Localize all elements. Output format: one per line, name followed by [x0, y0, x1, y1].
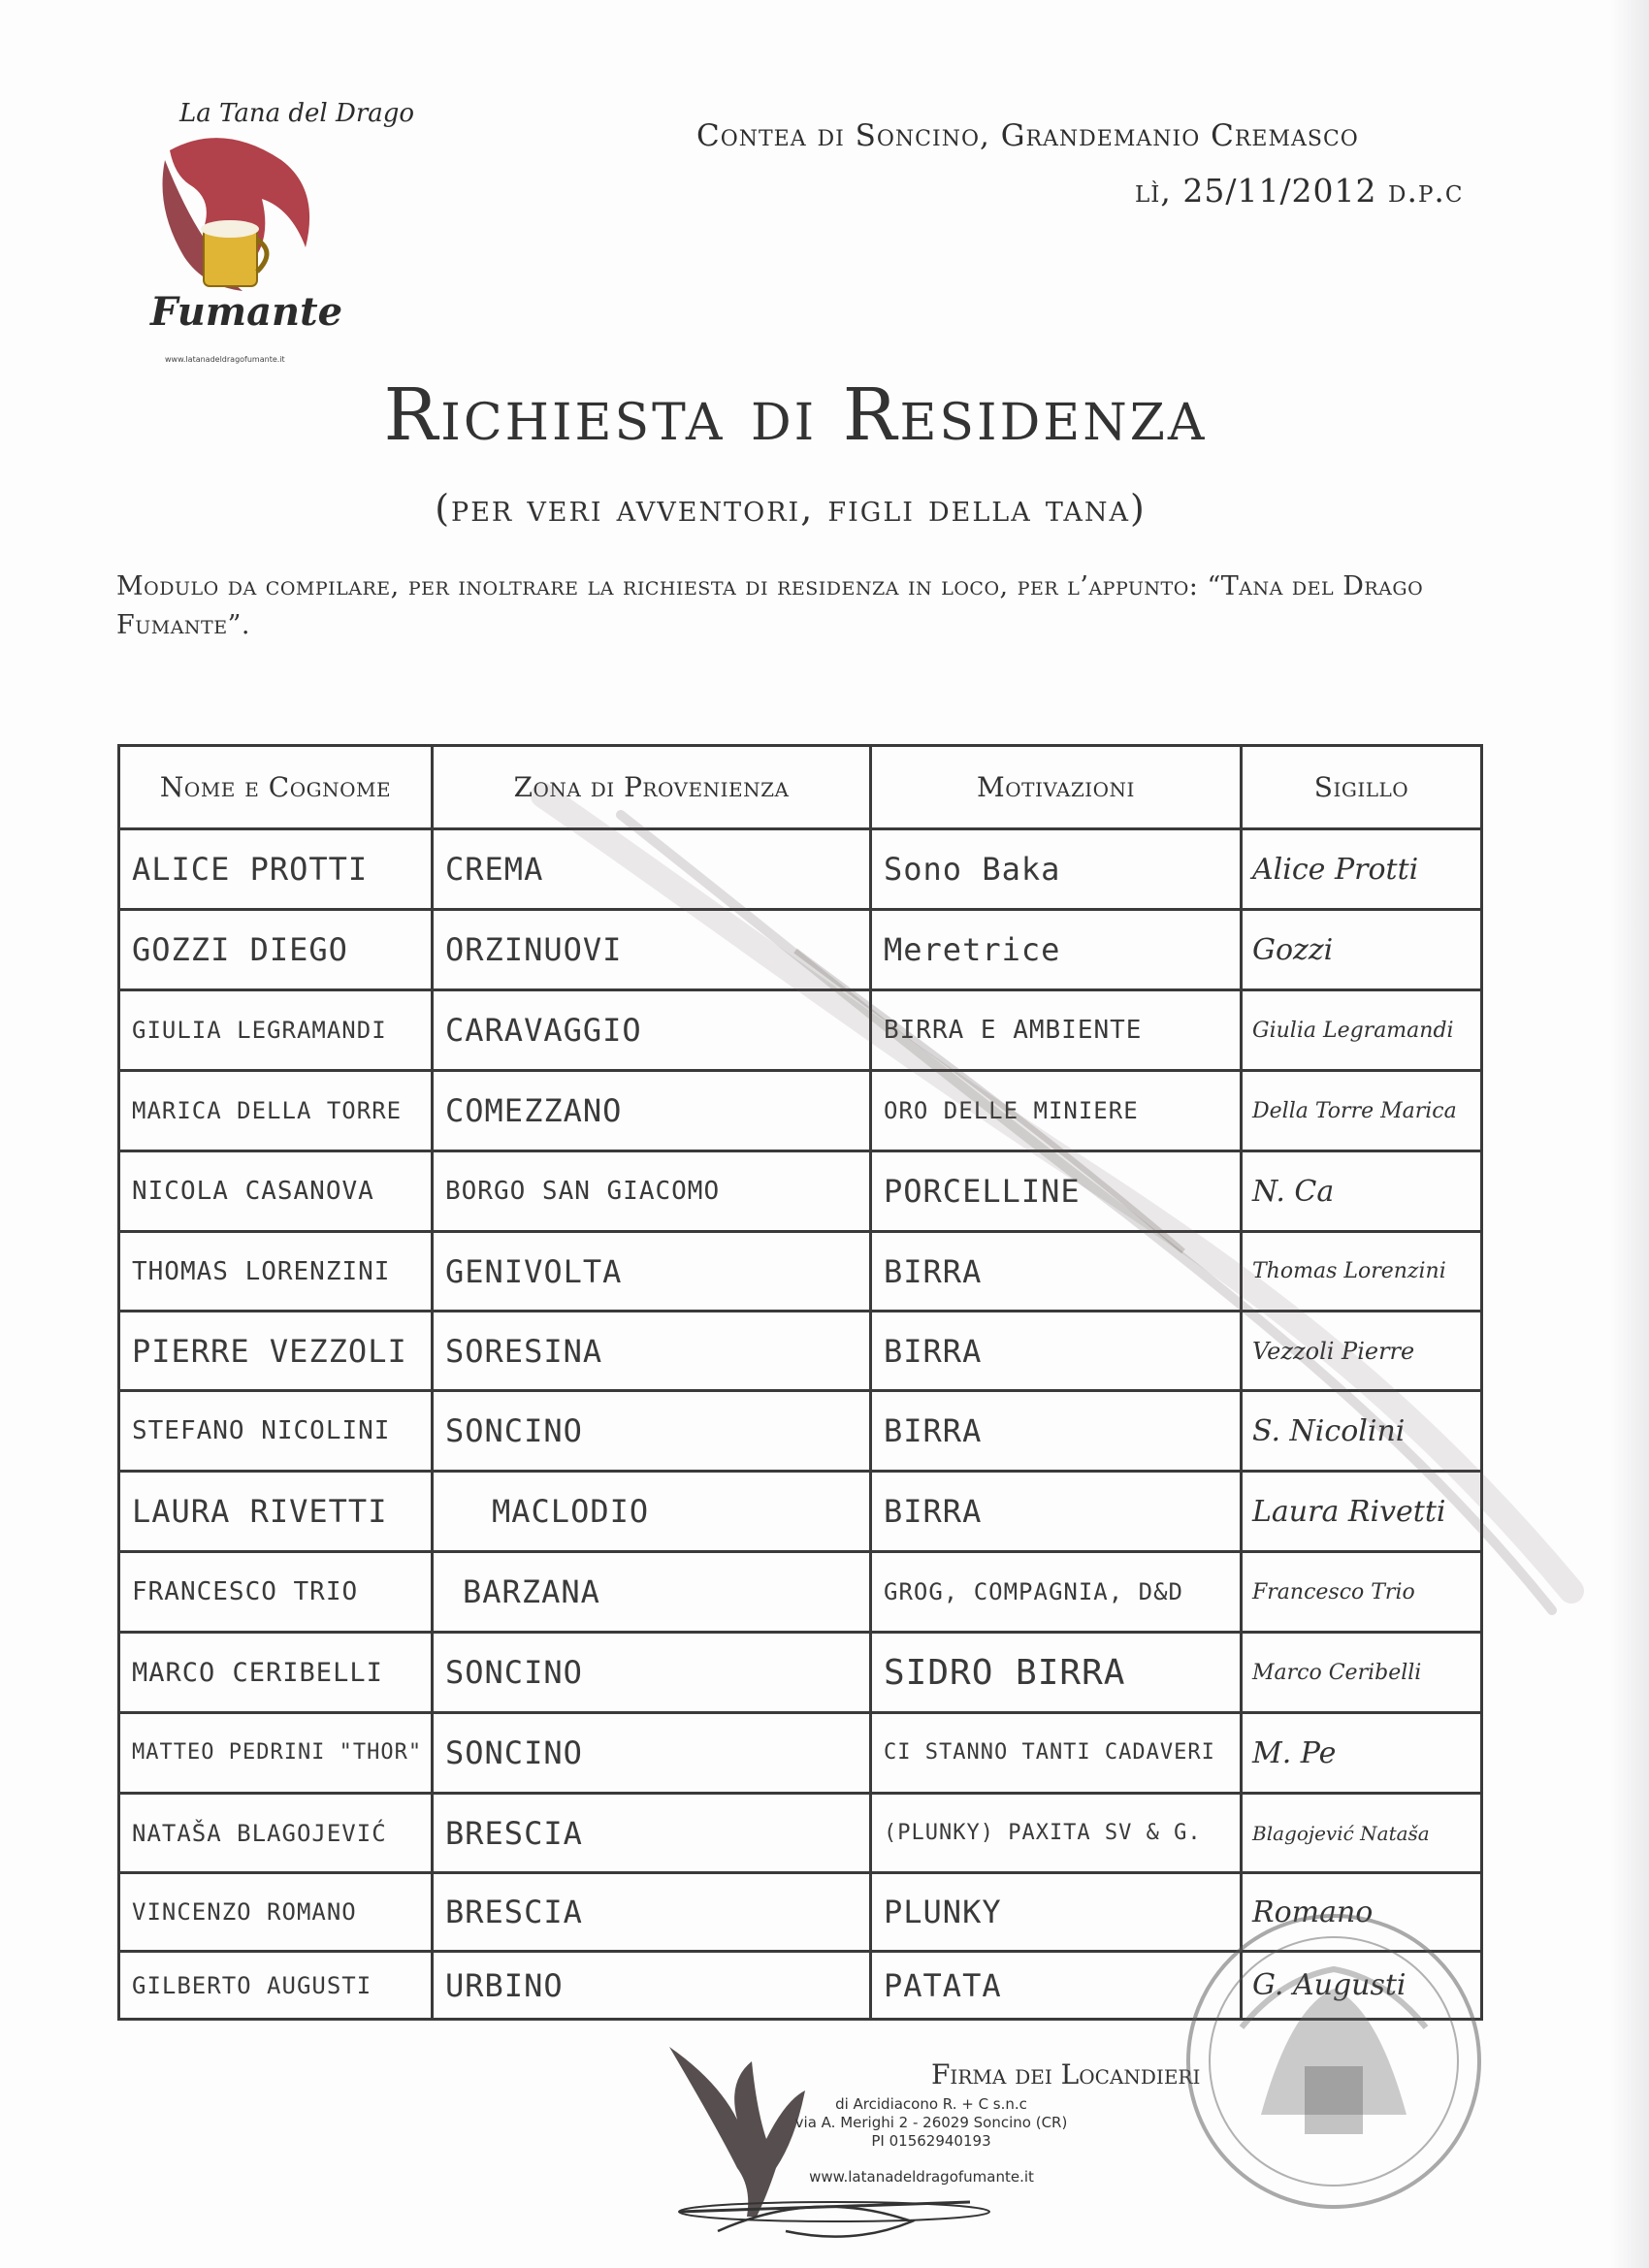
- cell-zona: SONCINO: [434, 1634, 872, 1711]
- cell-sigillo: Alice Protti: [1252, 852, 1419, 887]
- logo-text-bottom: Fumante: [150, 289, 343, 335]
- cell-zona: SONCINO: [434, 1392, 872, 1470]
- cell-sigillo: G. Augusti: [1252, 1968, 1406, 2002]
- table-row: [120, 1473, 1480, 1553]
- cell-zona: URBINO: [434, 1953, 872, 2018]
- table-row: [120, 991, 1480, 1072]
- header-nome: Nome e Cognome: [120, 747, 434, 827]
- cell-zona: MACLODIO: [434, 1473, 872, 1550]
- cell-sigillo: Marco Ceribelli: [1252, 1660, 1422, 1685]
- cell-motivazione: CI STANNO TANTI CADAVERI: [872, 1714, 1243, 1792]
- cell-motivazione: BIRRA: [872, 1233, 1243, 1310]
- cell-sigillo: M. Pe: [1252, 1735, 1337, 1770]
- page-subtitle: (per veri avventori, figli della tana): [435, 487, 1147, 530]
- cell-sigillo: Laura Rivetti: [1252, 1494, 1446, 1529]
- cell-nome: NICOLA CASANOVA: [120, 1152, 434, 1230]
- cell-motivazione: BIRRA: [872, 1473, 1243, 1550]
- table-header-row: [120, 747, 1480, 830]
- cell-sigillo: Della Torre Marica: [1252, 1098, 1457, 1123]
- header-sigillo: Sigillo: [1313, 771, 1409, 803]
- table-row: [120, 1553, 1480, 1634]
- residence-table: [117, 744, 1483, 2021]
- cell-nome: MARICA DELLA TORRE: [120, 1072, 434, 1150]
- form-description: Modulo da compilare, per inoltrare la richiesta di residenza in loco, per l’appunto: “Tana del Drago Fumante”.: [116, 571, 1424, 640]
- cell-zona: SORESINA: [434, 1312, 872, 1389]
- table-row: [120, 1714, 1480, 1795]
- cell-nome: THOMAS LORENZINI: [120, 1233, 434, 1310]
- cell-motivazione: PORCELLINE: [872, 1152, 1243, 1230]
- cell-zona: BORGO SAN GIACOMO: [434, 1152, 872, 1230]
- cell-nome: VINCENZO ROMANO: [120, 1874, 434, 1950]
- cell-motivazione: PLUNKY: [872, 1874, 1243, 1950]
- cell-nome: LAURA RIVETTI: [120, 1473, 434, 1550]
- footer-company-info: [786, 2095, 1077, 2151]
- page-title: Richiesta di Residenza: [383, 373, 1208, 457]
- header-motivazioni: Motivazioni: [872, 747, 1243, 827]
- cell-motivazione: BIRRA: [872, 1312, 1243, 1389]
- table-row: [120, 1795, 1480, 1874]
- cell-motivazione: BIRRA E AMBIENTE: [872, 991, 1243, 1069]
- cell-nome: FRANCESCO TRIO: [120, 1553, 434, 1631]
- cell-nome: PIERRE VEZZOLI: [120, 1312, 434, 1389]
- cell-zona: GENIVOLTA: [434, 1233, 872, 1310]
- cell-sigillo: Romano: [1252, 1895, 1374, 1929]
- table-row: [120, 1392, 1480, 1473]
- cell-motivazione: GROG, COMPAGNIA, D&D: [872, 1553, 1243, 1631]
- cell-zona: BARZANA: [434, 1553, 872, 1631]
- header-place: Contea di Soncino, Grandemanio Cremasco: [696, 118, 1359, 153]
- company-line: di Arcidiacono R. + C s.n.c: [835, 2095, 1027, 2113]
- cell-nome: GILBERTO AUGUSTI: [120, 1953, 434, 2018]
- cell-sigillo: Blagojević Nataša: [1252, 1821, 1430, 1845]
- cell-nome: MARCO CERIBELLI: [120, 1634, 434, 1711]
- header-zona: Zona di Provenienza: [434, 747, 872, 827]
- table-row: [120, 1072, 1480, 1152]
- cell-zona: COMEZZANO: [434, 1072, 872, 1150]
- cell-motivazione: SIDRO BIRRA: [872, 1634, 1243, 1711]
- company-line: via A. Merighi 2 - 26029 Soncino (CR): [794, 2114, 1068, 2131]
- footer-url: www.latanadeldragofumante.it: [809, 2168, 1034, 2186]
- logo-text-top: La Tana del Drago: [179, 99, 415, 128]
- cell-sigillo: N. Ca: [1252, 1174, 1335, 1209]
- header-date: lì, 25/11/2012 d.p.c: [1135, 172, 1464, 210]
- cell-motivazione: ORO DELLE MINIERE: [872, 1072, 1243, 1150]
- wax-seal-stamp: [1174, 1901, 1494, 2221]
- cell-sigillo: Thomas Lorenzini: [1252, 1259, 1446, 1283]
- table-row: [120, 1233, 1480, 1312]
- logo-url: www.latanadeldragofumante.it: [165, 355, 285, 364]
- tavern-logo: [58, 92, 427, 383]
- table-row: [120, 1152, 1480, 1233]
- cell-sigillo: Vezzoli Pierre: [1252, 1337, 1415, 1365]
- cell-zona: CREMA: [434, 830, 872, 908]
- cell-motivazione: BIRRA: [872, 1392, 1243, 1470]
- cell-motivazione: PATATA: [872, 1953, 1243, 2018]
- dragon-mug-logo-icon: [58, 92, 427, 383]
- table-row: [120, 1312, 1480, 1392]
- company-line: PI 01562940193: [871, 2132, 991, 2150]
- table-row: [120, 1634, 1480, 1714]
- cell-nome: GIULIA LEGRAMANDI: [120, 991, 434, 1069]
- cell-zona: SONCINO: [434, 1714, 872, 1792]
- cell-nome: NATAŠA BLAGOJEVIĆ: [120, 1795, 434, 1871]
- cell-motivazione: Meretrice: [872, 911, 1243, 988]
- cell-sigillo: Gozzi: [1252, 932, 1334, 967]
- footer-label: Firma dei Locandieri: [931, 2058, 1201, 2090]
- cell-sigillo: S. Nicolini: [1252, 1413, 1406, 1448]
- cell-motivazione: Sono Baka: [872, 830, 1243, 908]
- cell-nome: MATTEO PEDRINI "THOR": [120, 1714, 434, 1792]
- cell-nome: STEFANO NICOLINI: [120, 1392, 434, 1470]
- cell-zona: ORZINUOVI: [434, 911, 872, 988]
- cell-zona: BRESCIA: [434, 1874, 872, 1950]
- cell-motivazione: (PLUNKY) PAXITA SV & G.: [872, 1795, 1243, 1871]
- cell-sigillo: Giulia Legramandi: [1252, 1018, 1454, 1043]
- cell-zona: BRESCIA: [434, 1795, 872, 1871]
- cell-zona: CARAVAGGIO: [434, 991, 872, 1069]
- cell-sigillo: Francesco Trio: [1252, 1579, 1415, 1604]
- cell-nome: ALICE PROTTI: [120, 830, 434, 908]
- table-row: [120, 911, 1480, 991]
- seal-icon: [1174, 1901, 1494, 2221]
- table-row: [120, 830, 1480, 911]
- cell-nome: GOZZI DIEGO: [120, 911, 434, 988]
